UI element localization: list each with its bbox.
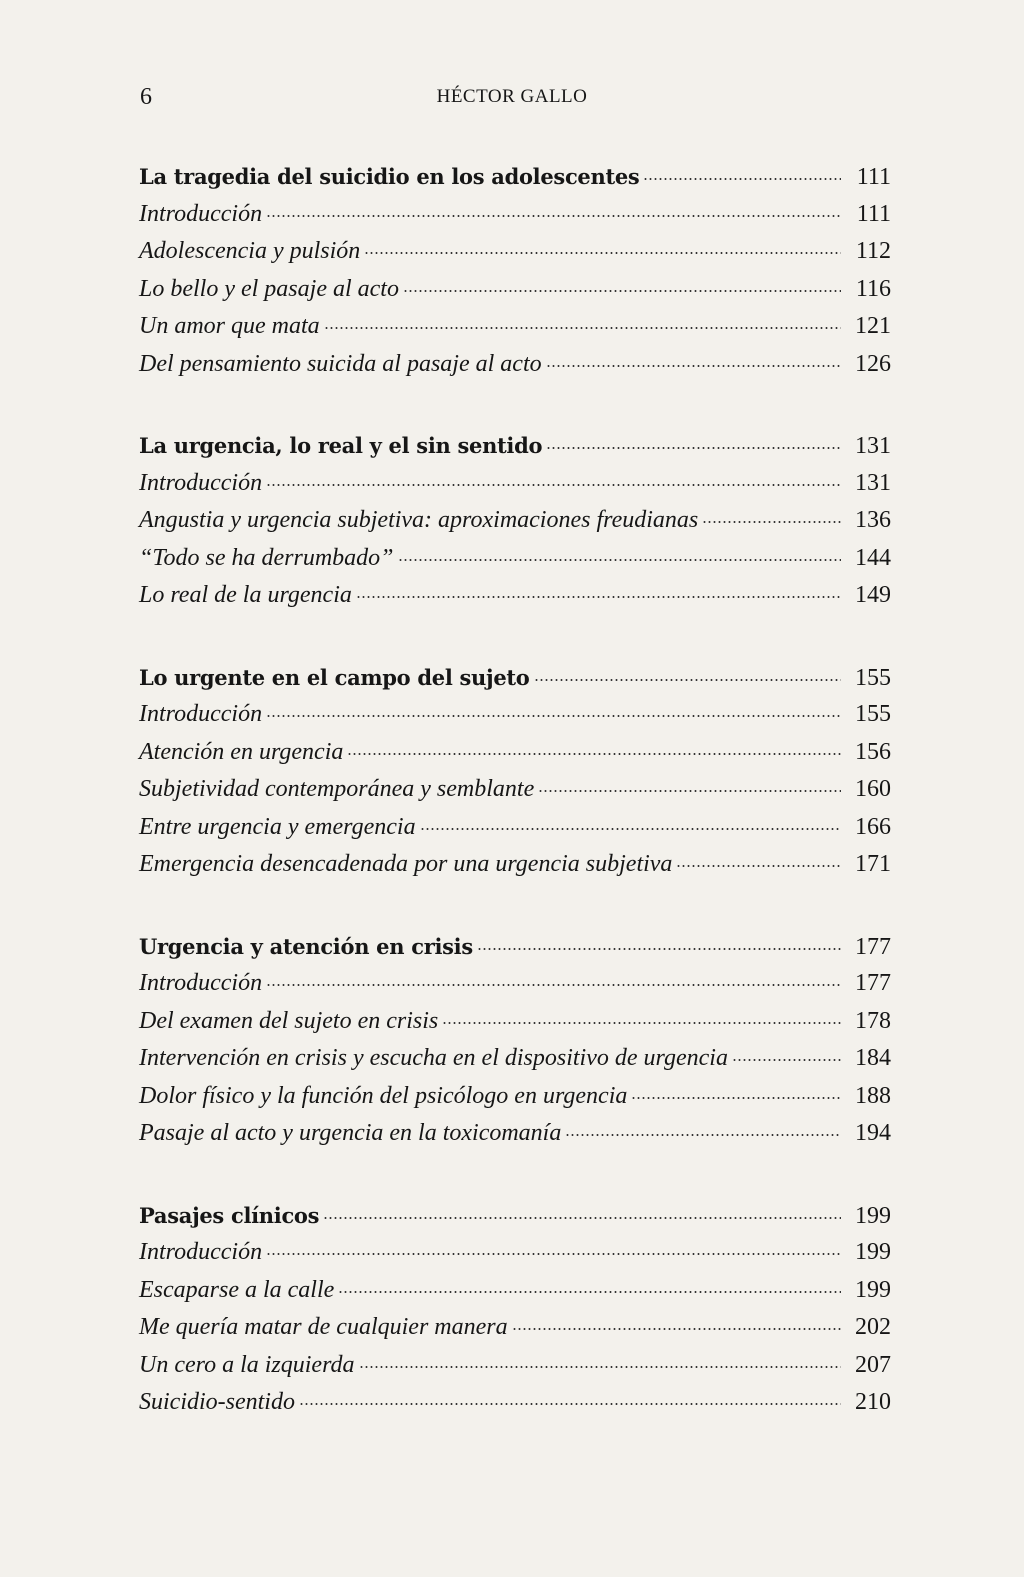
page-ref: 207 [855, 1351, 891, 1378]
page-ref: 199 [855, 1239, 891, 1265]
toc-section-entry [139, 1347, 891, 1385]
section-title: Lo real de la urgencia [139, 582, 352, 608]
table-of-contents [139, 158, 891, 1466]
page-ref: 155 [855, 664, 891, 691]
page-ref: 144 [855, 544, 891, 571]
section-title: Angustia y urgencia subjetiva: aproximaciones freudianas [139, 507, 699, 533]
dot-leader [398, 559, 842, 561]
toc-section-entry [139, 1384, 891, 1422]
section-title: Pasaje al acto y urgencia en la toxicomanía [139, 1120, 562, 1146]
page-number: 6 [140, 84, 152, 110]
dot-leader [420, 828, 841, 830]
section-title: Introducción [139, 1239, 263, 1265]
page-ref: 160 [855, 776, 891, 802]
toc-chapter-heading [139, 928, 891, 966]
page-ref: 136 [855, 507, 891, 533]
section-title: Introducción [139, 701, 263, 727]
section-title: Lo bello y el pasaje al acto [139, 275, 399, 302]
dot-leader [565, 1134, 841, 1136]
dot-leader [338, 1291, 841, 1293]
toc-section-entry [139, 1078, 891, 1116]
section-title: Emergencia desencadenada por una urgencia subjetiva [139, 851, 673, 877]
page-ref: 202 [855, 1314, 891, 1340]
toc-section-entry [139, 465, 891, 503]
toc-section-entry [139, 502, 891, 540]
page-ref: 121 [855, 313, 891, 339]
dot-leader [534, 679, 842, 681]
dot-leader [403, 290, 841, 292]
dot-leader [643, 178, 841, 180]
chapter-title: Lo urgente en el campo del sujeto [139, 664, 530, 690]
toc-chapter [139, 928, 891, 1153]
section-title: Del examen del sujeto en crisis [139, 1007, 439, 1034]
page-ref: 177 [855, 970, 891, 996]
page-ref: 171 [855, 851, 891, 877]
toc-section-entry [139, 771, 891, 809]
section-title: Un cero a la izquierda [139, 1351, 355, 1378]
toc-section-entry [139, 809, 891, 847]
toc-chapter [139, 158, 891, 383]
page-ref: 149 [855, 582, 891, 608]
toc-section-entry [139, 1040, 891, 1078]
dot-leader [266, 484, 841, 486]
dot-leader [442, 1022, 841, 1024]
toc-chapter-heading [139, 1197, 891, 1235]
page-ref: 116 [855, 275, 891, 302]
page-ref: 178 [855, 1007, 891, 1034]
dot-leader [299, 1403, 841, 1405]
dot-leader [631, 1097, 841, 1099]
dot-leader [538, 790, 841, 792]
dot-leader [266, 215, 841, 217]
section-title: Un amor que mata [139, 313, 320, 339]
toc-chapter [139, 427, 891, 615]
toc-section-entry [139, 1309, 891, 1347]
page-ref: 131 [855, 433, 891, 459]
page-ref: 177 [855, 933, 891, 960]
toc-chapter-heading [139, 427, 891, 465]
dot-leader [324, 327, 841, 329]
toc-section-entry [139, 1234, 891, 1272]
toc-section-entry [139, 1272, 891, 1310]
page-ref: 199 [855, 1276, 891, 1303]
dot-leader [512, 1328, 841, 1330]
page-ref: 131 [855, 469, 891, 496]
page-ref: 199 [855, 1202, 891, 1229]
toc-section-entry [139, 1115, 891, 1153]
toc-section-entry [139, 846, 891, 884]
dot-leader [266, 1253, 841, 1255]
section-title: Suicidio-sentido [139, 1389, 295, 1415]
section-title: Del pensamiento suicida al pasaje al acto [139, 350, 542, 377]
section-title: Escaparse a la calle [139, 1276, 335, 1303]
section-title: Me quería matar de cualquier manera [139, 1314, 508, 1340]
toc-section-entry [139, 696, 891, 734]
page-ref: 210 [855, 1389, 891, 1415]
page-ref: 126 [855, 350, 891, 377]
page-ref: 184 [855, 1045, 891, 1071]
dot-leader [546, 447, 841, 449]
dot-leader [266, 984, 841, 986]
dot-leader [702, 521, 841, 523]
toc-chapter-heading [139, 659, 891, 697]
section-title: Subjetividad contemporánea y semblante [139, 776, 535, 802]
toc-section-entry [139, 196, 891, 234]
section-title: Introducción [139, 200, 263, 227]
section-title: Introducción [139, 970, 263, 996]
page-ref: 194 [855, 1120, 891, 1146]
page-ref: 188 [855, 1082, 891, 1109]
dot-leader [266, 715, 841, 717]
dot-leader [359, 1366, 841, 1368]
chapter-title: Pasajes clínicos [139, 1202, 320, 1228]
page-ref: 156 [855, 738, 891, 765]
section-title: Intervención en crisis y escucha en el dispositivo de urgencia [139, 1045, 728, 1071]
toc-section-entry [139, 233, 891, 271]
toc-section-entry [139, 346, 891, 384]
toc-section-entry [139, 271, 891, 309]
toc-chapter [139, 1197, 891, 1422]
page-ref: 112 [855, 238, 891, 264]
page-ref: 111 [856, 200, 891, 227]
dot-leader [546, 365, 841, 367]
section-title: Dolor físico y la función del psicólogo en urgencia [139, 1082, 628, 1109]
dot-leader [364, 252, 841, 254]
page-header [0, 84, 1024, 124]
dot-leader [676, 865, 841, 867]
toc-section-entry [139, 965, 891, 1003]
section-title: Atención en urgencia [139, 738, 344, 765]
chapter-title: La urgencia, lo real y el sin sentido [139, 433, 543, 458]
section-title: Entre urgencia y emergencia [139, 813, 416, 840]
toc-section-entry [139, 1003, 891, 1041]
page-ref: 166 [855, 813, 891, 840]
toc-section-entry [139, 540, 891, 578]
section-title: Adolescencia y pulsión [139, 238, 361, 264]
toc-section-entry [139, 577, 891, 615]
running-head: HÉCTOR GALLO [436, 86, 588, 107]
chapter-title: Urgencia y atención en crisis [139, 933, 473, 959]
page-ref: 155 [855, 701, 891, 727]
section-title: Introducción [139, 469, 263, 496]
page-ref: 111 [856, 164, 891, 190]
toc-chapter [139, 659, 891, 884]
toc-section-entry [139, 734, 891, 772]
toc-chapter-heading [139, 158, 891, 196]
dot-leader [347, 753, 841, 755]
dot-leader [477, 948, 841, 950]
dot-leader [732, 1059, 841, 1061]
dot-leader [356, 596, 841, 598]
toc-section-entry [139, 308, 891, 346]
chapter-title: La tragedia del suicidio en los adolescentes [139, 164, 640, 189]
dot-leader [323, 1217, 841, 1219]
section-title: “Todo se ha derrumbado” [139, 544, 394, 571]
